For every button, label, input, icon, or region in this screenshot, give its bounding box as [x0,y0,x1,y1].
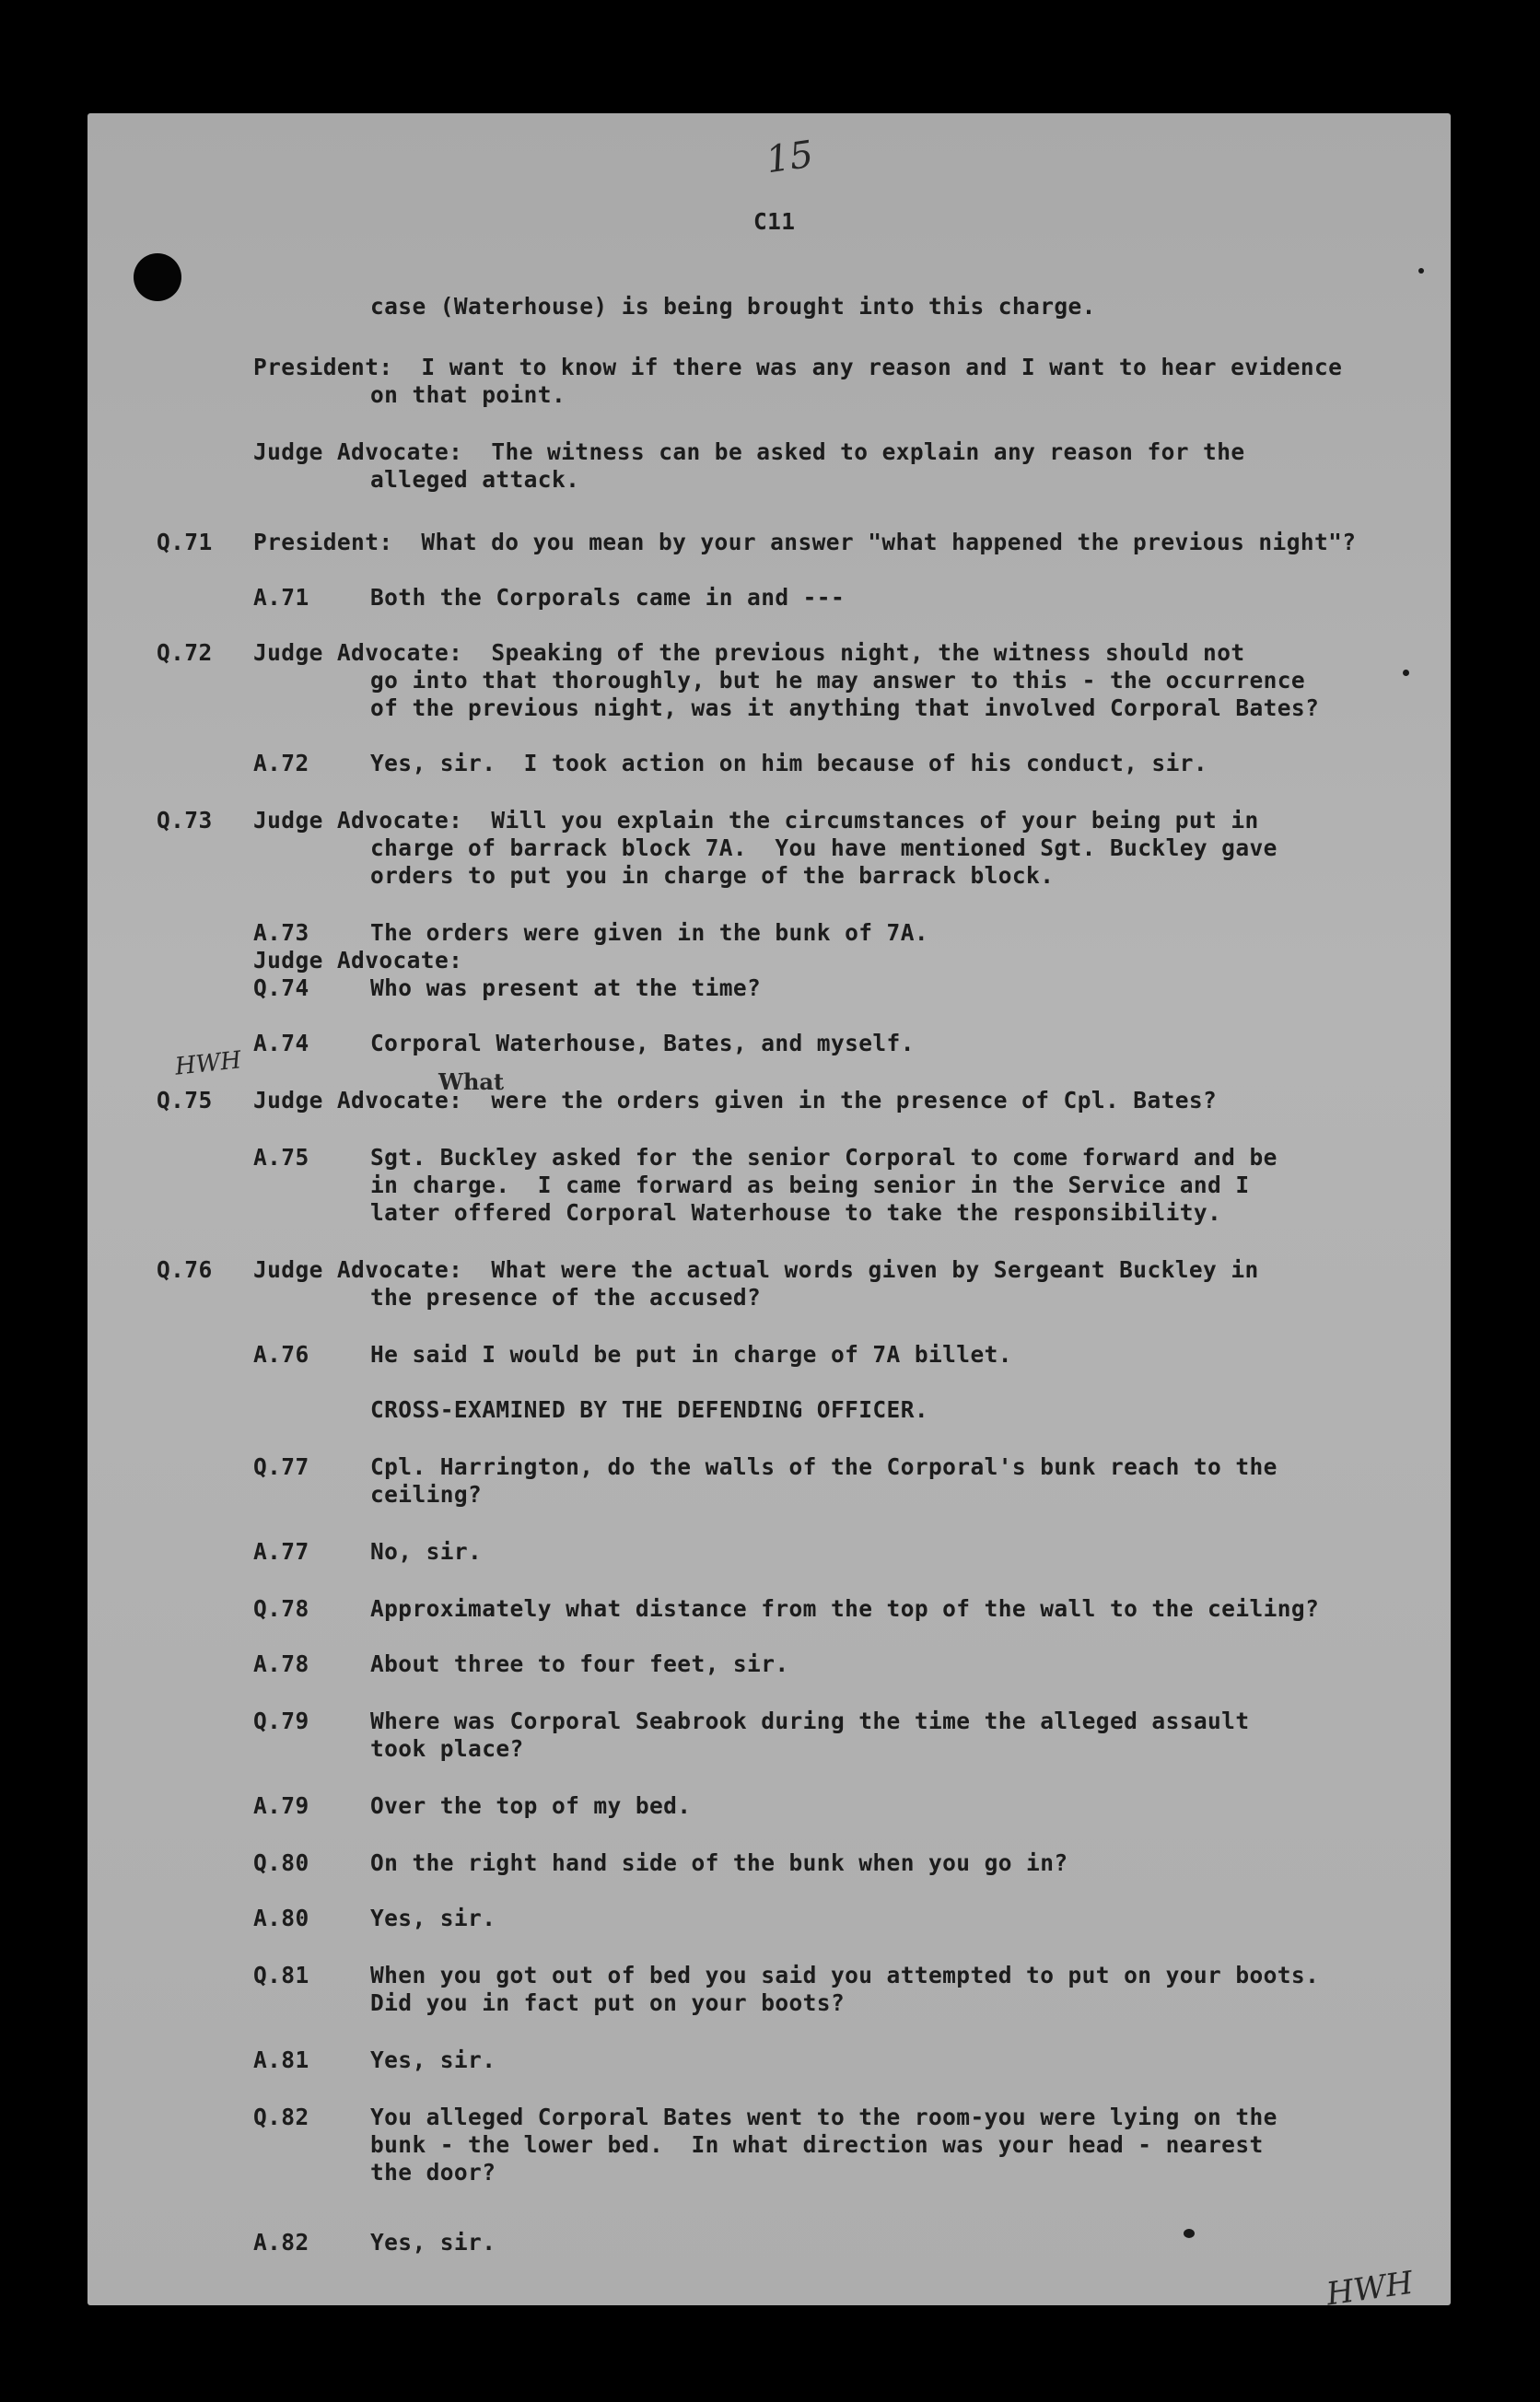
transcript-line: alleged attack. [370,466,580,493]
folio-mark: 15 [764,133,816,182]
speck [1418,268,1424,274]
transcript-line: I want to know if there was any reason and I want to hear evidence [421,354,1343,380]
question-number: Q.80 [253,1849,309,1876]
punch-hole [134,253,181,301]
question-number: Q.78 [253,1595,309,1622]
transcript-line: charge of barrack block 7A. You have mentioned Sgt. Buckley gave [370,834,1278,861]
transcript-line: go into that thoroughly, but he may answer to this - the occurrence [370,667,1306,694]
transcript-line: were the orders given in the presence of Cpl. Bates? [491,1087,1218,1114]
transcript-line: On the right hand side of the bunk when you go in? [370,1849,1068,1876]
transcript-line: About three to four feet, sir. [370,1650,789,1677]
question-number: Q.76 [157,1256,213,1283]
transcript-line: The witness can be asked to explain any reason for the [491,438,1245,465]
question-number: Q.73 [157,807,213,834]
transcript-line: later offered Corporal Waterhouse to take the responsibility. [370,1199,1222,1226]
transcript-line: of the previous night, was it anything that involved Corporal Bates? [370,694,1320,721]
transcript-line: Did you in fact put on your boots? [370,1989,846,2016]
speaker-label: Judge Advocate: [253,639,463,666]
transcript-line: Approximately what distance from the top of the wall to the ceiling? [370,1595,1320,1622]
transcript-line: orders to put you in charge of the barrack block. [370,862,1055,889]
answer-number: A.72 [253,750,309,776]
transcript-line: in charge. I came forward as being senior in the Service and I [370,1172,1250,1198]
answer-number: A.79 [253,1792,309,1819]
speaker-label: Judge Advocate: [253,1087,463,1114]
transcript-line: on that point. [370,381,566,408]
answer-number: A.78 [253,1650,309,1677]
question-number: Q.74 [253,974,309,1001]
transcript-line: What were the actual words given by Sergeant Buckley in [491,1256,1259,1283]
transcript-line: You alleged Corporal Bates went to the room-you were lying on the [370,2104,1278,2130]
transcript-line: the door? [370,2159,496,2186]
question-number: Q.71 [157,529,213,555]
transcript-line: Both the Corporals came in and --- [370,584,846,611]
transcript-line: What do you mean by your answer "what happened the previous night"? [421,529,1357,555]
question-number: Q.82 [253,2104,309,2130]
speaker-label: Judge Advocate: [253,438,463,465]
transcript-line: Sgt. Buckley asked for the senior Corporal to come forward and be [370,1144,1278,1171]
page-code: C11 [753,208,796,235]
speck [1403,670,1409,676]
question-number: Q.79 [253,1708,309,1734]
answer-number: A.74 [253,1030,309,1056]
transcript-line: Speaking of the previous night, the witness should not [491,639,1245,666]
transcript-line: Cpl. Harrington, do the walls of the Corporal's bunk reach to the [370,1453,1278,1480]
answer-number: A.75 [253,1144,309,1171]
transcript-line: the presence of the accused? [370,1284,762,1311]
transcript-line: Who was present at the time? [370,974,762,1001]
question-number: Q.81 [253,1962,309,1988]
transcript-line: bunk - the lower bed. In what direction was your head - nearest [370,2131,1264,2158]
transcript-line: Will you explain the circumstances of your being put in [491,807,1259,834]
answer-number: A.81 [253,2046,309,2073]
transcript-line: case (Waterhouse) is being brought into this charge. [370,293,1096,320]
transcript-line: The orders were given in the bunk of 7A. [370,919,929,946]
transcript-line: Yes, sir. [370,1905,496,1931]
transcript-line: No, sir. [370,1538,483,1565]
question-number: Q.75 [157,1087,213,1114]
speaker-label: President: [253,529,393,555]
answer-number: A.76 [253,1341,309,1368]
answer-number: A.80 [253,1905,309,1931]
question-number: Q.77 [253,1453,309,1480]
transcript-line: Corporal Waterhouse, Bates, and myself. [370,1030,915,1056]
answer-number: A.82 [253,2229,309,2256]
transcript-line: He said I would be put in charge of 7A billet. [370,1341,1012,1368]
speaker-label: Judge Advocate: [253,807,463,834]
transcript-line: Yes, sir. I took action on him because of his conduct, sir. [370,750,1208,776]
answer-number: A.73 [253,919,309,946]
transcript-line: When you got out of bed you said you attempted to put on your boots. [370,1962,1320,1988]
answer-number: A.77 [253,1538,309,1565]
transcript-line: Yes, sir. [370,2229,496,2256]
transcript-line: CROSS-EXAMINED BY THE DEFENDING OFFICER. [370,1396,929,1423]
speaker-label: Judge Advocate: [253,1256,463,1283]
speck [1184,2229,1195,2238]
transcript-line: took place? [370,1735,524,1762]
margin-initials: HWH [173,1046,243,1081]
speaker-label: President: [253,354,393,380]
transcript-line: Over the top of my bed. [370,1792,692,1819]
speaker-label: Judge Advocate: [253,947,463,974]
bottom-initials: HWH [1324,2264,1416,2314]
question-number: Q.72 [157,639,213,666]
transcript-line: Where was Corporal Seabrook during the time the alleged assault [370,1708,1250,1734]
answer-number: A.71 [253,584,309,611]
insertion-what: What [438,1068,505,1095]
transcript-line: ceiling? [370,1481,483,1508]
transcript-line: Yes, sir. [370,2046,496,2073]
